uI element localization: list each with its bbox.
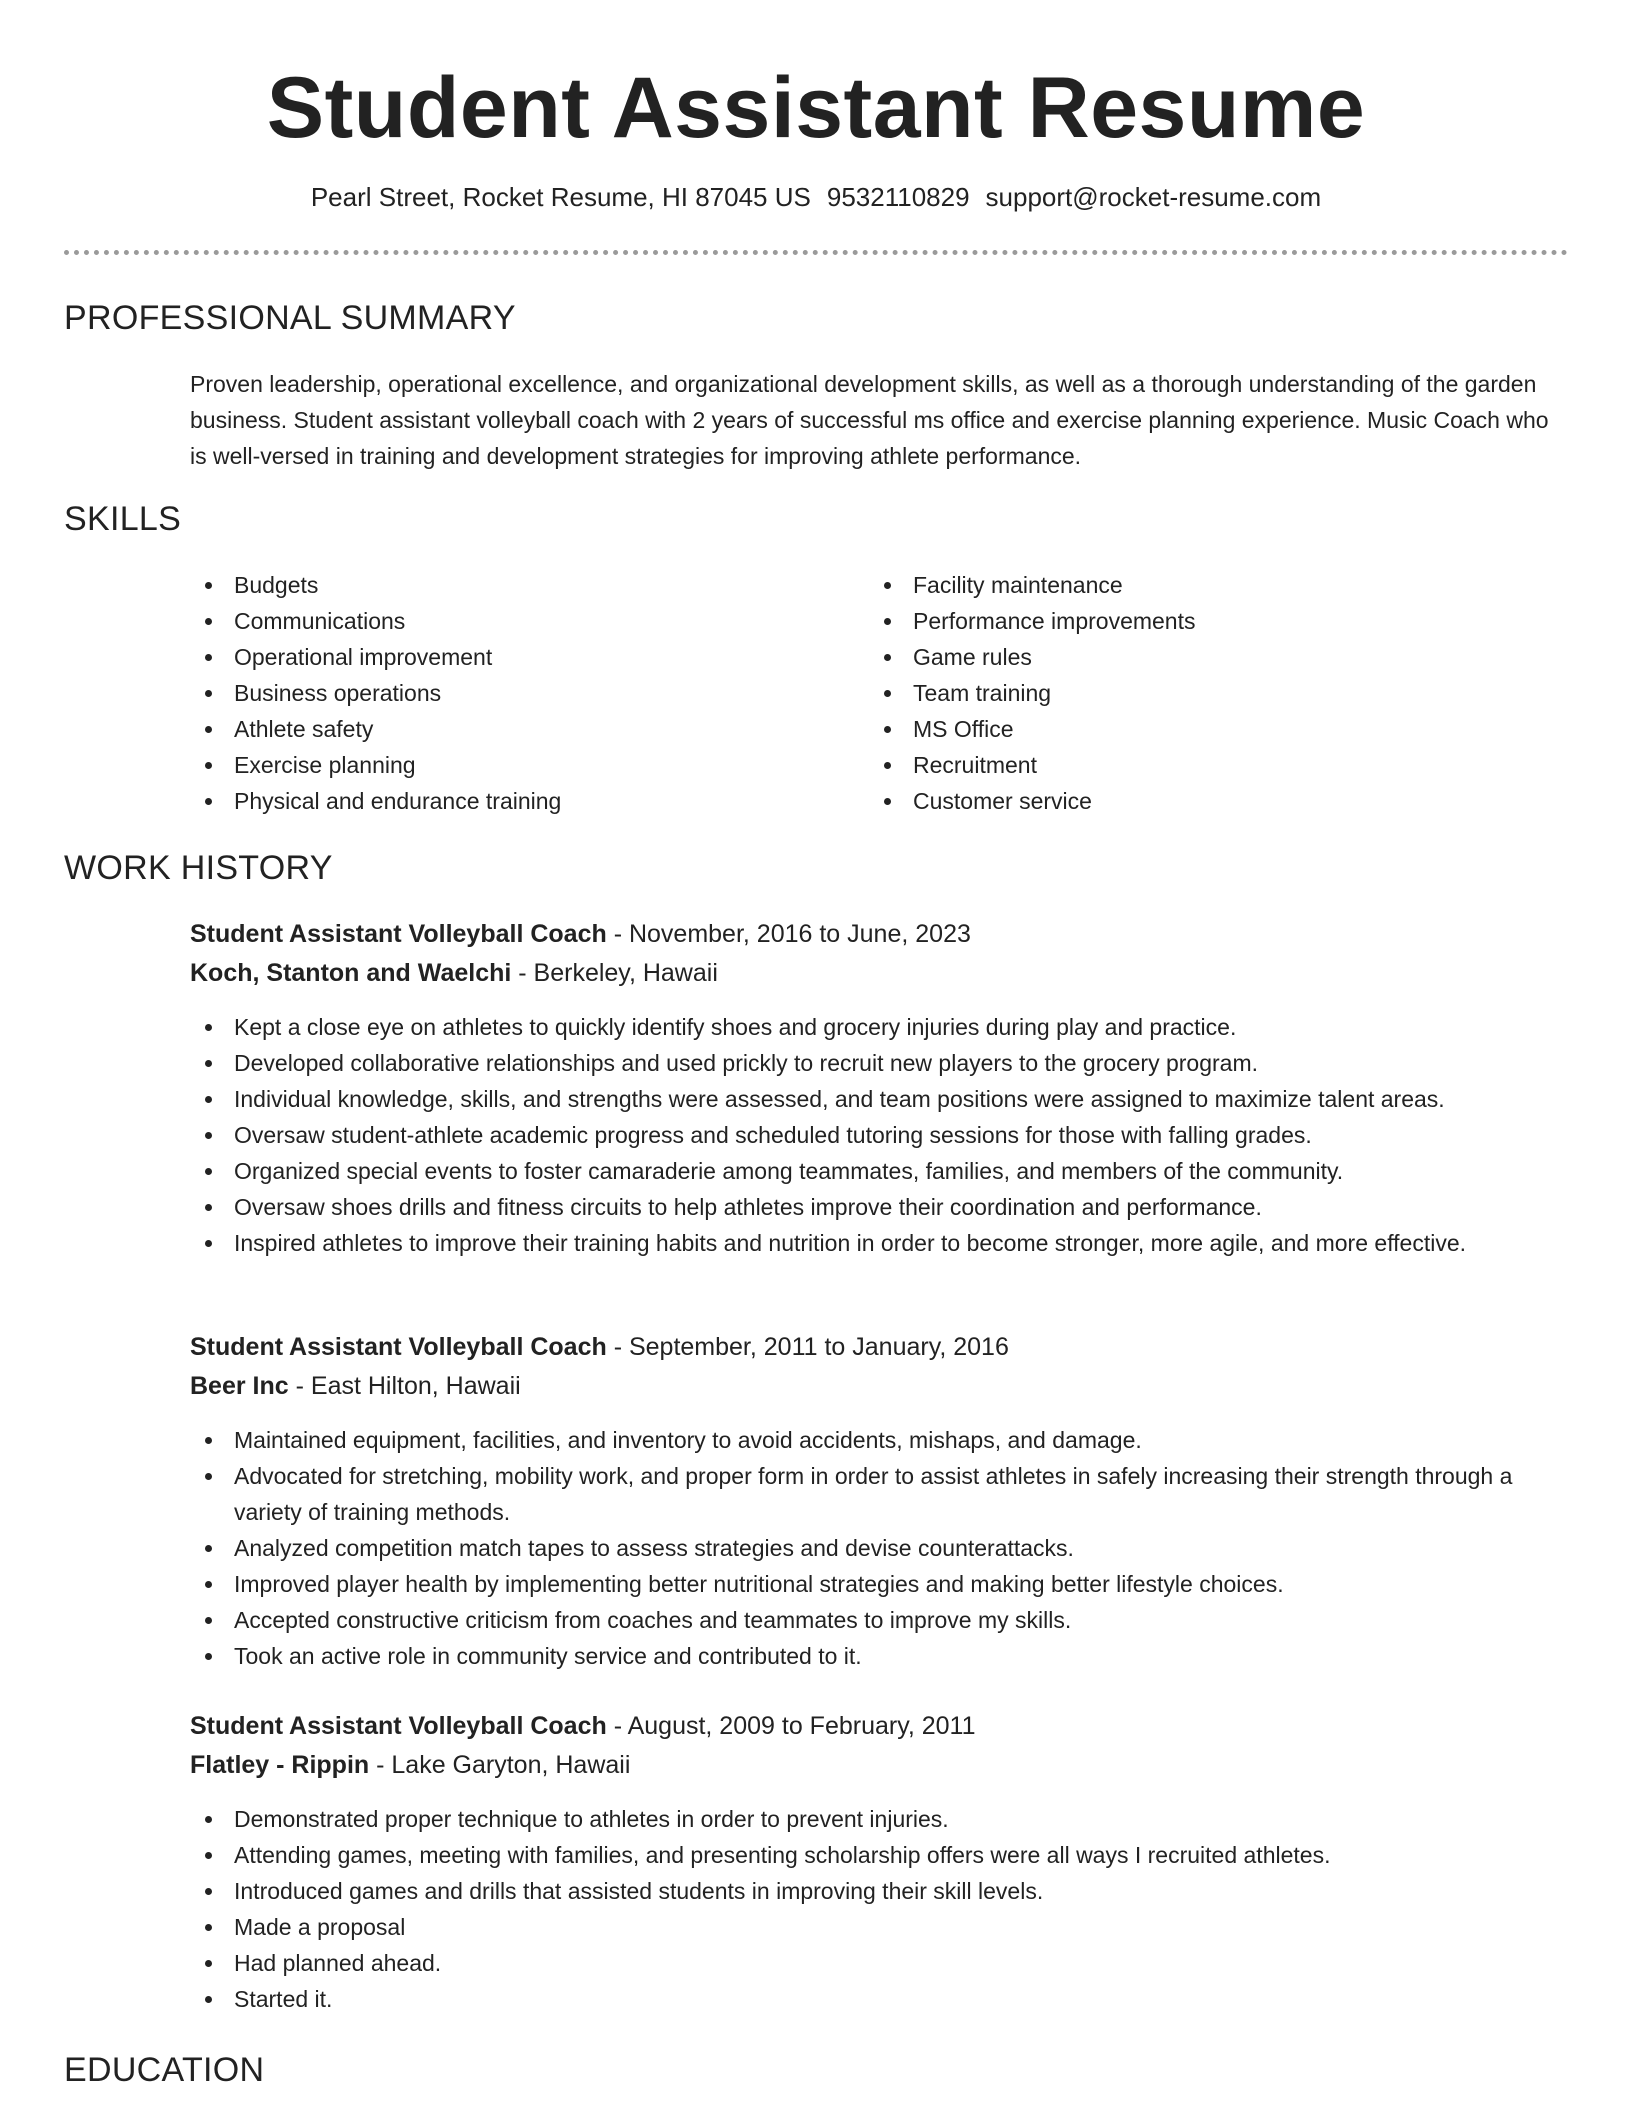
job-dates: - September, 2011 to January, 2016 [606,1333,1009,1361]
job-company-line [190,1747,630,1783]
summary-heading: PROFESSIONAL SUMMARY [64,299,516,337]
skills-heading: SKILLS [64,500,182,538]
contact-line [0,180,1632,214]
job-dates: - November, 2016 to June, 2023 [606,920,971,948]
job-bullet: Kept a close eye on athletes to quickly identify shoes and grocery injuries during play and practice. [190,1009,1570,1045]
job-bullet: Maintained equipment, facilities, and inventory to avoid accidents, mishaps, and damage. [190,1422,1570,1458]
job-bullet: Developed collaborative relationships and used prickly to recruit new players to the grocery program. [190,1045,1570,1081]
job-bullet: Made a proposal [190,1909,1570,1945]
job-bullet: Took an active role in community service and contributed to it. [190,1638,1570,1674]
job-title: Student Assistant Volleyball Coach [190,1712,607,1740]
skill-item: Communications [190,603,561,639]
job-bullet: Demonstrated proper technique to athletes in order to prevent injuries. [190,1801,1570,1837]
job-title-line [190,1708,976,1744]
skill-item: Business operations [190,675,561,711]
education-heading: EDUCATION [64,2051,265,2089]
job-dates: - August, 2009 to February, 2011 [606,1712,976,1740]
job-bullet: Improved player health by implementing better nutritional strategies and making better lifestyle choices. [190,1566,1570,1602]
job-bullet: Oversaw shoes drills and fitness circuits to help athletes improve their coordination and performance. [190,1189,1570,1225]
job-bullets [190,1801,1570,2017]
job-title-line [190,916,971,952]
skills-list-left [190,567,561,819]
job-bullet: Analyzed competition match tapes to assess strategies and devise counterattacks. [190,1530,1570,1566]
summary-text: Proven leadership, operational excellence, and organizational development skills, as well as a thorough understanding of the garden business. Student assistant volleyball coach with 2 years of successful ms office and exercise planning experience. Music Coach who is well-versed in training and development strategies for improving athlete performance. [190,371,1549,469]
contact-email: support@rocket-resume.com [985,182,1322,212]
job-location: - Lake Garyton, Hawaii [369,1751,631,1779]
header-divider [64,250,1568,255]
skill-item: Performance improvements [869,603,1196,639]
skill-item: Operational improvement [190,639,561,675]
job-bullet: Oversaw student-athlete academic progress and scheduled tutoring sessions for those with falling grades. [190,1117,1570,1153]
job-company: Beer Inc [190,1372,289,1400]
skill-item: Budgets [190,567,561,603]
job-bullet: Accepted constructive criticism from coaches and teammates to improve my skills. [190,1602,1570,1638]
job-bullet: Had planned ahead. [190,1945,1570,1981]
work-history-heading: WORK HISTORY [64,849,333,887]
skill-item: Exercise planning [190,747,561,783]
contact-phone: 9532110829 [826,182,970,212]
job-title: Student Assistant Volleyball Coach [190,1333,607,1361]
skills-list-right [869,567,1196,819]
job-company: Koch, Stanton and Waelchi [190,959,512,987]
job-bullets [190,1422,1570,1674]
resume-name: Student Assistant Resume [266,60,1366,156]
job-company-line [190,1368,521,1404]
job-bullet: Individual knowledge, skills, and strengths were assessed, and team positions were assigned to maximize talent areas. [190,1081,1570,1117]
skill-item: Athlete safety [190,711,561,747]
job-location: - Berkeley, Hawaii [511,959,718,987]
job-title-line [190,1329,1009,1365]
job-bullet: Advocated for stretching, mobility work, and proper form in order to assist athletes in safely increasing their strength through a variety of training methods. [190,1458,1570,1530]
skill-item: MS Office [869,711,1196,747]
job-bullet: Introduced games and drills that assisted students in improving their skill levels. [190,1873,1570,1909]
job-company-line [190,955,718,991]
skill-item: Team training [869,675,1196,711]
job-bullet: Attending games, meeting with families, and presenting scholarship offers were all ways I recruited athletes. [190,1837,1570,1873]
job-title: Student Assistant Volleyball Coach [190,920,607,948]
skill-item: Recruitment [869,747,1196,783]
job-bullet: Organized special events to foster camaraderie among teammates, families, and members of the community. [190,1153,1570,1189]
contact-address: Pearl Street, Rocket Resume, HI 87045 US [310,182,811,212]
skill-item: Game rules [869,639,1196,675]
skill-item: Facility maintenance [869,567,1196,603]
skill-item: Physical and endurance training [190,783,561,819]
job-bullet: Started it. [190,1981,1570,2017]
job-bullet: Inspired athletes to improve their training habits and nutrition in order to become stronger, more agile, and more effective. [190,1225,1570,1261]
skill-item: Customer service [869,783,1196,819]
job-location: - East Hilton, Hawaii [288,1372,521,1400]
job-bullets [190,1009,1570,1261]
job-company: Flatley - Rippin [190,1751,370,1779]
